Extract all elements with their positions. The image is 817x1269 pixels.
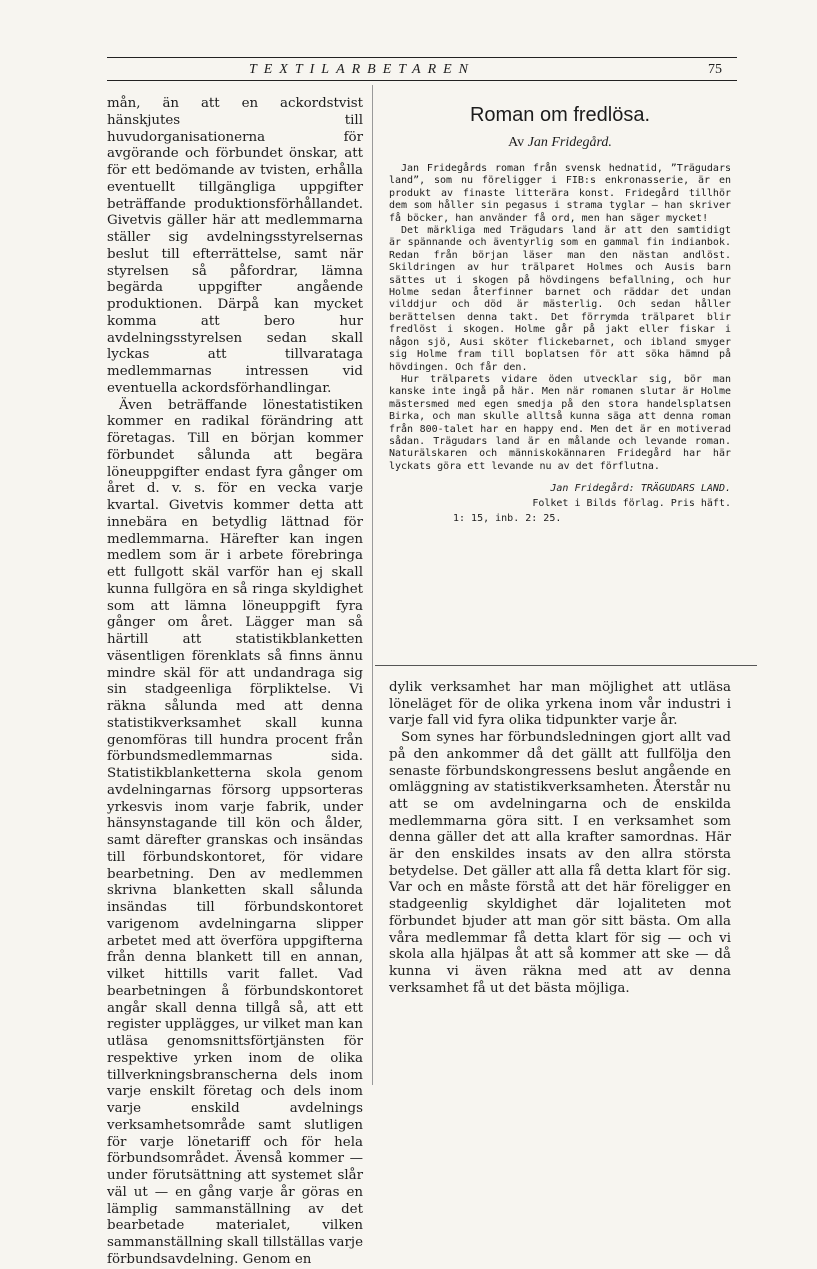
review-paragraph: Hur trälparets vidare öden utvecklar sig, bör man kanske inte ingå på här. Men när romanen slutar är Holme mästersmed med egen smedja på den stora handelsplatsen Birka, och man skulle alltså kunna säga att denna roman från 800-talet har en happy end. Men det är en motiverad sådan. Trägudars land är en målande och levande roman. Naturälskaren och människokännaren Fridegård har här lyckats göra ett levande nu av det förflutna.: [389, 373, 731, 472]
byline-prefix: Av: [508, 135, 525, 150]
review-paragraph: Jan Fridegårds roman från svensk hednatid, ”Trägudars land”, som nu föreligger i FIB:s enkronasserie, är en produkt av finaste litterära konst. Fridegård tillhör dem som håller sin pegasus i strama tyglar — han skriver få böcker, han använder få ord, men han säger mycket!: [389, 163, 731, 224]
credit-price: 1: 15, inb. 2: 25.: [453, 513, 562, 525]
review-body: [389, 163, 731, 473]
book-review: [389, 104, 731, 526]
header-rule-top: [107, 57, 737, 58]
credit-book: TRÄGUDARS LAND.: [640, 483, 731, 495]
header-rule-bottom: [107, 80, 737, 81]
left-column: [107, 96, 363, 1269]
review-divider: [375, 665, 757, 666]
right-paragraph: dylik verksamhet har man möjlighet att utläsa löneläget för de olika yrkena inom vår industri i varje fall vid fyra olika tidpunkter varje år.: [389, 680, 731, 729]
book-credit: [389, 481, 731, 526]
running-header-title: TEXTILARBETAREN: [248, 62, 476, 77]
review-byline: [389, 135, 731, 151]
credit-author: Jan Fridegård:: [550, 483, 635, 495]
review-paragraph: Det märkliga med Trägudars land är att den samtidigt är spännande och äventyrlig som en gammal fin indianbok. Redan från början läser man den nästan andlöst. Skildringen av hur trälparet Holmes och Ausis barn sättes ut i skogen på hövdingens befallning, och hur Holme sedan återfinner barnet och räddar det undan vilddjur och död är mästerlig. Och sedan håller berättelsen denna takt. Det förrymda trälparet blir fredlöst i skogen. Holme går på jakt eller fiskar i någon sjö, Ausi sköter flickebarnet, och ibland smyger sig Holme fram till boplatsen för att söka hämnd på hövdingen. Och får den.: [389, 225, 731, 373]
review-title: Roman om fredlösa.: [469, 104, 651, 126]
credit-line: [389, 481, 731, 496]
byline-author: Jan Fridegård.: [527, 135, 612, 150]
column-divider: [372, 85, 373, 1085]
credit-publisher: Folket i Bilds förlag. Pris häft.: [532, 498, 731, 510]
right-column: [389, 680, 731, 997]
left-paragraph: Även beträffande lönestatistiken kommer en radikal förändring att företagas. Till en början kommer förbundet sålunda att begära löneuppgifter endast fyra gånger om året d. v. s. för en vecka varje kvartal. Givetvis kommer detta att innebära en betydlig lättnad för medlemmarna. Härefter kan ingen medlem som är i arbete förebringa ett fullgott skäl varför han ej skall kunna fullgöra en så ringa skyldighet som att lämna löneuppgift fyra gånger om året. Lägger man så härtill att statistikblanketten väsentligen förenklats så finns ännu mindre skäl för att undandraga sig sin stadgeenliga förpliktelse. Vi räkna sålunda med att denna statistikverksamhet skall kunna genomföras till hundra procent från förbundsmedlemmarnas sida. Statistikblanketterna skola genom avdelningarnas försorg uppsorteras yrkesvis inom varje fabrik, under hänsynstagande till kön och ålder, samt därefter granskas och insändas till förbundskontoret, för vidare bearbetning. Den av medlemmen skrivna blanketten skall sålunda insändas till förbundskontoret varigenom avdelningarna slipper arbetet med att överföra uppgifterna från denna blankett till en annan, vilket hittills varit fallet. Vad bearbetningen å förbundskontoret angår skall denna tillgå så, att ett register upplägges, ur vilket man kan utläsa genomsnittsförtjänsten för respektive yrken inom de olika tillverkningsbranscherna dels inom varje enskilt företag och dels inom varje enskild avdelnings verksamhetsområde samt slutligen för varje lönetariff och för hela förbundsområdet. Ävenså kommer — under förutsättning att systemet slår väl ut — en gång varje år göras en lämplig sammanställning av det bearbetade materialet, vilken sammanställning skall tillställas varje förbundsavdelning. Genom en: [107, 397, 363, 1267]
right-paragraph: Som synes har förbundsledningen gjort allt vad på den ankommer då det gällt att fullfölja den senaste förbundskongressens beslut angående en omläggning av statistikverksamheten. Återstår nu att se om avdelningarna och de enskilda medlemmarna göra sitt. I en verksamhet som denna gäller det att alla krafter samordnas. Här är den enskildes insats av den allra största betydelse. Det gäller att alla få detta klart för sig. Var och en måste förstå att det här föreligger en stadgeenlig skyldighet där lojaliteten mot förbundet bjuder att man gör sitt bästa. Om alla våra medlemmar få detta klart för sig — och vi skola alla hjälpas åt att så kommer att ske — då kunna vi även räkna med att av denna verksamhet få ut det bästa möjliga.: [389, 730, 731, 996]
page-number: 75: [708, 62, 722, 77]
left-paragraph: mån, än att en ackordstvist hänskjutes till huvudorganisationerna för avgörande och förbundet önskar, att för ett bedömande av tvisten, erhålla eventuellt tillgängliga uppgifter beträffande produktionsförhållandet. Givetvis gäller här att medlemmarna ställer sig avdelningsstyrelsernas beslut till efterrättelse, samt när styrelsen så påfordrar, lämna begärda uppgifter angående produktionen. Därpå kan mycket komma att bero hur avdelningsstyrelsen sedan skall lyckas att tillvarataga medlemmarnas intressen vid eventuella ackordsförhandlingar.: [107, 96, 363, 396]
